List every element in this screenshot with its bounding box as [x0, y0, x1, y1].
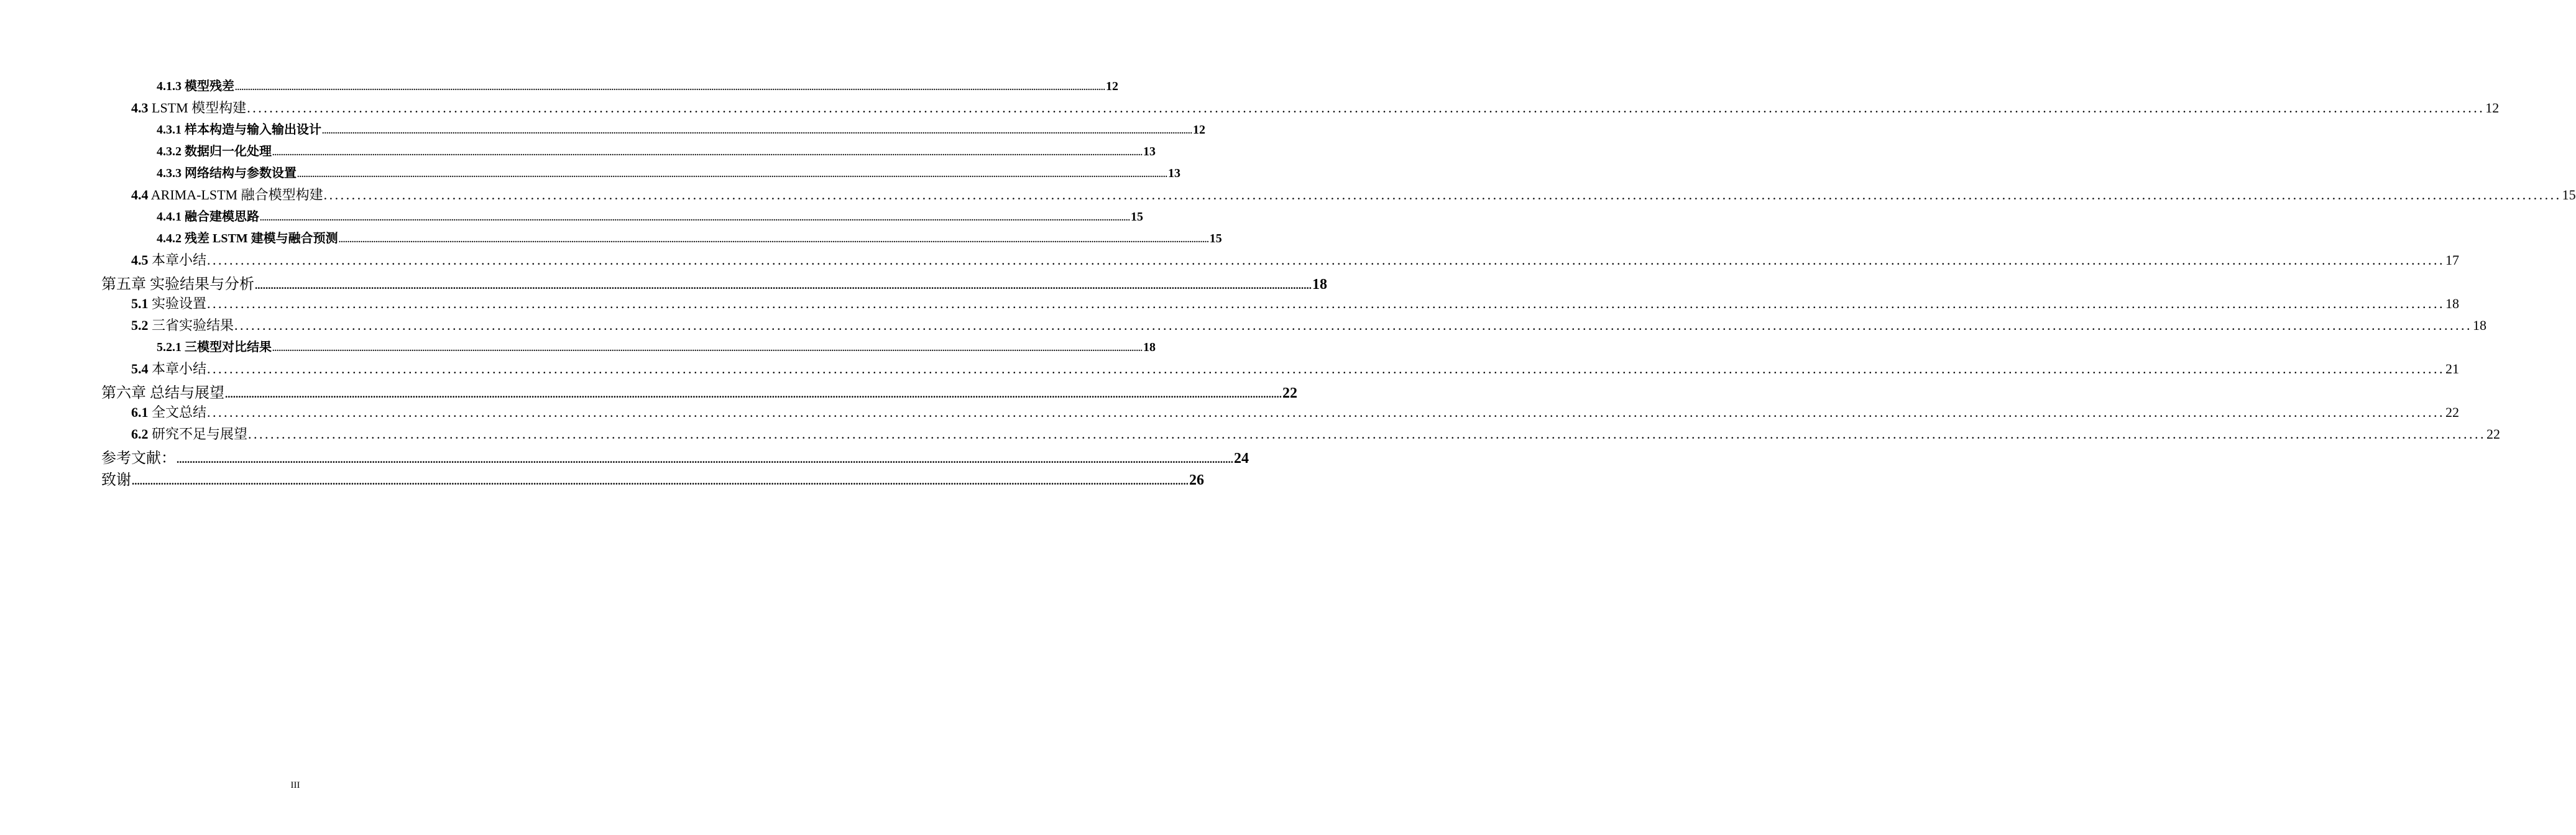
toc-entry[interactable] [101, 467, 1204, 489]
toc-entry-title [131, 98, 246, 117]
toc-leader-dots: ................................................................................................................................................................................................................................................................................................................................................................................................................ [225, 388, 1282, 400]
toc-entry-page: 12 [1106, 80, 1118, 93]
toc-entry[interactable] [157, 206, 1143, 224]
toc-entry[interactable] [157, 163, 1180, 181]
toc-entry-text: 残差 LSTM 建模与融合预测 [182, 232, 338, 245]
toc-entry-page: 15 [2562, 187, 2576, 203]
toc-entry-text: 致谢 [101, 472, 131, 488]
toc-entry-number: 4.4.2 [157, 232, 182, 245]
toc-entry-text: 三省实验结果 [148, 317, 234, 333]
toc-entry-page: 13 [1168, 167, 1180, 180]
toc-leader-dots: ................................................................................................................................................................................................................................................................................................................................................................................................................ [207, 361, 2445, 376]
toc-entry-title [157, 119, 321, 137]
toc-leader-dots: ................................................................................................................................................................................................................................................................................................................................................................................................................ [234, 317, 2473, 333]
toc-entry[interactable] [131, 293, 2460, 313]
toc-entry-number: 4.3.2 [157, 145, 182, 158]
toc-entry-page: 22 [1282, 385, 1297, 401]
toc-entry-page: 24 [1234, 450, 1249, 467]
toc-entry-number: 6.1 [131, 404, 149, 420]
toc-entry-page: 18 [1143, 340, 1156, 354]
toc-entry-page: 22 [2486, 426, 2501, 442]
toc-entry-page: 13 [1143, 145, 1156, 158]
toc-entry-page: 21 [2445, 361, 2460, 376]
toc-leader-dots: ................................................................................................................................................................................................................................................................................................................................................................................................................ [297, 170, 1167, 180]
toc-entry-number: 4.3 [131, 100, 149, 116]
toc-entry[interactable] [157, 337, 1156, 355]
toc-entry[interactable] [131, 250, 2460, 269]
toc-entry-title [131, 402, 206, 421]
toc-entry-title [101, 467, 131, 489]
toc-entry-text: 本章小结 [148, 252, 207, 268]
toc-entry-title [131, 358, 206, 378]
toc-leader-dots: ................................................................................................................................................................................................................................................................................................................................................................................................................ [177, 454, 1233, 465]
toc-entry-text: 第五章 实验结果与分析 [101, 276, 254, 293]
toc-leader-dots: ................................................................................................................................................................................................................................................................................................................................................................................................................ [272, 344, 1143, 354]
toc-entry-page: 22 [2445, 404, 2460, 420]
toc-leader-dots: ................................................................................................................................................................................................................................................................................................................................................................................................................ [323, 187, 2562, 203]
toc-entry-title [157, 141, 272, 159]
toc-entry-page: 26 [1189, 472, 1204, 488]
toc-entry-page: 18 [1312, 276, 1327, 293]
toc-leader-dots: ................................................................................................................................................................................................................................................................................................................................................................................................................ [248, 426, 2486, 442]
toc-entry-number: 5.4 [131, 361, 149, 376]
toc-entry-title [157, 76, 234, 94]
toc-entry-text: 本章小结 [148, 361, 207, 376]
toc-entry-text: 网络结构与参数设置 [182, 167, 297, 180]
toc-leader-dots: ................................................................................................................................................................................................................................................................................................................................................................................................................ [272, 148, 1143, 158]
toc-entry-number: 5.2.1 [157, 340, 182, 354]
toc-entry[interactable] [101, 380, 1297, 402]
toc-entry-text: 全文总结 [148, 404, 207, 420]
toc-entry-title [101, 445, 176, 467]
toc-entry[interactable] [101, 445, 1249, 467]
toc-entry[interactable] [131, 402, 2460, 421]
toc-entry[interactable] [101, 271, 1327, 293]
toc-entry[interactable] [157, 141, 1156, 159]
toc-entry-page: 15 [1209, 232, 1222, 245]
toc-entry-number: 4.4.1 [157, 210, 182, 224]
toc-entry-text: 数据归一化处理 [182, 145, 272, 158]
toc-entry[interactable] [131, 98, 2500, 117]
toc-entry-number: 6.2 [131, 426, 149, 442]
toc-entry-number: 4.4 [131, 187, 149, 203]
toc-entry-text: 研究不足与展望 [148, 426, 248, 442]
page-footer-number: III [290, 780, 300, 790]
toc-entry-page: 17 [2445, 252, 2460, 268]
toc-entry-text: 三模型对比结果 [182, 340, 272, 354]
toc-leader-dots: ................................................................................................................................................................................................................................................................................................................................................................................................................ [322, 127, 1192, 136]
toc-leader-dots: ................................................................................................................................................................................................................................................................................................................................................................................................................ [207, 404, 2445, 420]
toc-entry-title [157, 337, 272, 355]
toc-entry-title [157, 228, 338, 246]
toc-entry-text: LSTM 模型构建 [148, 100, 247, 116]
toc-entry-number: 4.5 [131, 252, 149, 268]
toc-entry-title [157, 206, 259, 224]
toc-entry-title [131, 250, 206, 269]
toc-entry-page: 18 [2473, 317, 2487, 333]
toc-leader-dots: ................................................................................................................................................................................................................................................................................................................................................................................................................ [255, 280, 1312, 291]
toc-entry-number: 4.3.3 [157, 167, 182, 180]
toc-entry-number: 4.3.1 [157, 123, 182, 137]
toc-leader-dots: ................................................................................................................................................................................................................................................................................................................................................................................................................ [235, 83, 1105, 93]
toc-leader-dots: ................................................................................................................................................................................................................................................................................................................................................................................................................ [207, 296, 2445, 311]
toc-entry-title [131, 424, 247, 443]
toc-entry[interactable] [131, 358, 2460, 378]
toc-entry[interactable] [131, 424, 2501, 443]
toc-entry-text: 模型残差 [182, 80, 234, 93]
toc-entry[interactable] [157, 228, 1222, 246]
toc-entry-title [131, 293, 206, 313]
toc-entry-title [131, 185, 323, 204]
toc-entry-page: 12 [1193, 123, 1205, 137]
toc-entry-text: 参考文献： [101, 450, 176, 467]
toc-entry-number: 4.1.3 [157, 80, 182, 93]
toc-entry-title [101, 271, 254, 293]
toc-entry-text: 实验设置 [148, 296, 207, 311]
toc-leader-dots: ................................................................................................................................................................................................................................................................................................................................................................................................................ [260, 214, 1130, 223]
toc-entry-text: ARIMA-LSTM 融合模型构建 [148, 187, 323, 203]
toc-leader-dots: ................................................................................................................................................................................................................................................................................................................................................................................................................ [132, 475, 1189, 487]
toc-entry[interactable] [157, 76, 1118, 94]
toc-entry[interactable] [131, 315, 2487, 334]
toc-leader-dots: ................................................................................................................................................................................................................................................................................................................................................................................................................ [338, 235, 1209, 245]
toc-entry-text: 融合建模思路 [182, 210, 259, 224]
toc-entry-number: 5.2 [131, 317, 149, 333]
toc-entry-title [101, 380, 224, 402]
toc-entry-title [131, 315, 234, 334]
toc-leader-dots: ................................................................................................................................................................................................................................................................................................................................................................................................................ [207, 252, 2445, 268]
toc-entry[interactable] [157, 119, 1205, 137]
toc-entry-title [157, 163, 297, 181]
toc-entry-page: 15 [1131, 210, 1143, 224]
toc-entry-page: 12 [2485, 100, 2500, 116]
toc-leader-dots: ................................................................................................................................................................................................................................................................................................................................................................................................................ [247, 100, 2485, 116]
toc-entry-page: 18 [2445, 296, 2460, 311]
toc-entry[interactable] [131, 185, 2576, 204]
toc-entry-number: 5.1 [131, 296, 149, 311]
toc-entry-text: 第六章 总结与展望 [101, 385, 224, 401]
toc-entry-text: 样本构造与输入输出设计 [182, 123, 321, 137]
